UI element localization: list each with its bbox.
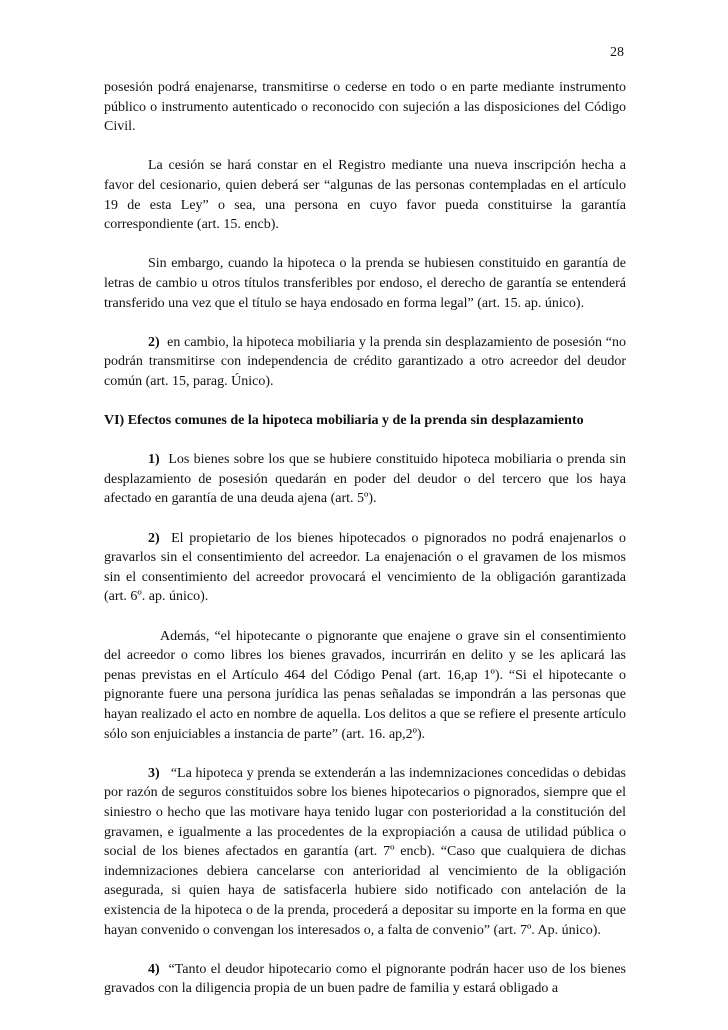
item-number: 2) xyxy=(148,334,160,350)
paragraph-3: Sin embargo, cuando la hipoteca o la prenda se hubiesen constituido en garantía de letras de cambio u otros títulos transferibles por endoso, el derecho de garantía se entenderá transferido una vez que el título se haya endosado en forma legal” (art. 15. ap. único). xyxy=(104,256,626,311)
paragraph-8 xyxy=(104,764,626,940)
page-number: 28 xyxy=(610,45,624,60)
paragraph-1: posesión podrá enajenarse, transmitirse o cederse en todo o en parte mediante instrumento público o instrumento autenticado o reconocido con sujeción a las disposiciones del Código Civil. xyxy=(104,80,626,135)
paragraph-7: Además, “el hipotecante o pignorante que enajene o grave sin el consentimiento del acreedor o como libres los bienes gravados, incurrirán en delito y se les aplicará las penas previstas en el Artículo 464 del Código Penal (art. 16,ap 1º). “Si el hipotecante o pignorante fuere una persona jurídica las penas señaladas se impondrán a las personas que hayan realizado el acto en nombre de aquella. Los delitos a que se refiere el presente artículo sólo son enjuiciables a instancia de parte” (art. 16. ap,2º). xyxy=(104,628,626,742)
paragraph-6-text: El propietario de los bienes hipotecados o pignorados no podrá enajenarlos o gravarlos sin el consentimiento del acreedor. La enajenación o el gravamen de los mismos sin el consentimiento del acreedor provocará el vencimiento de la obligación garantizada (art. 6º. ap. único). xyxy=(104,530,626,605)
paragraph-4 xyxy=(104,333,626,392)
document-body xyxy=(104,78,626,1019)
paragraph-2: La cesión se hará constar en el Registro mediante una nueva inscripción hecha a favor del cesionario, quien deberá ser “algunas de las personas contempladas en el artículo 19 de esta Ley” o sea, una persona en cuyo favor pueda constituirse la garantía correspondiente (art. 15. encb). xyxy=(104,158,626,233)
paragraph-9-text: “Tanto el deudor hipotecario como el pignorante podrán hacer uso de los bienes gravados con la diligencia propia de un buen padre de familia y estará obligado a xyxy=(104,961,626,997)
section-heading: VI) Efectos comunes de la hipoteca mobiliaria y de la prenda sin desplazamiento xyxy=(104,413,584,429)
paragraph-9 xyxy=(104,960,626,999)
item-number: 3) xyxy=(148,765,160,781)
paragraph-4-text: en cambio, la hipoteca mobiliaria y la prenda sin desplazamiento de posesión “no podrán transmitirse con independencia de crédito garantizado a otro acreedor del deudor común (art. 15, parag. Único). xyxy=(104,334,627,389)
paragraph-5-text: Los bienes sobre los que se hubiere constituido hipoteca mobiliaria o prenda sin desplazamiento de posesión quedarán en poder del deudor o del tercero que los haya afectado en garantía de una deuda ajena (art. 5º). xyxy=(104,452,627,507)
item-number: 1) xyxy=(148,452,160,468)
paragraph-5 xyxy=(104,450,626,509)
item-number: 2) xyxy=(148,530,160,546)
paragraph-8-text: “La hipoteca y prenda se extenderán a las indemnizaciones concedidas o debidas por razón de seguros constituidos sobre los bienes hipotecarios o pignorados, siempre que el siniestro o hecho que las motivare haya tenido lugar con posterioridad a la constitución del gravamen, e igualmente a las procedentes de la expropiación a causa de utilidad pública o social de los bienes afectados en garantía (art. 7º encb). “Caso que cualquiera de dichas indemnizaciones debiera cancelarse con anterioridad al vencimiento de la obligación asegurada, si quien haya de satisfacerla hubiere sido notificado con antelación de la existencia de la hipoteca o de la prenda, procederá a depositar su importe en la forma en que hayan convenido o convengan los interesados o, a falta de convenio” (art. 7º. Ap. único). xyxy=(104,765,626,938)
paragraph-6 xyxy=(104,529,626,607)
item-number: 4) xyxy=(148,961,160,977)
